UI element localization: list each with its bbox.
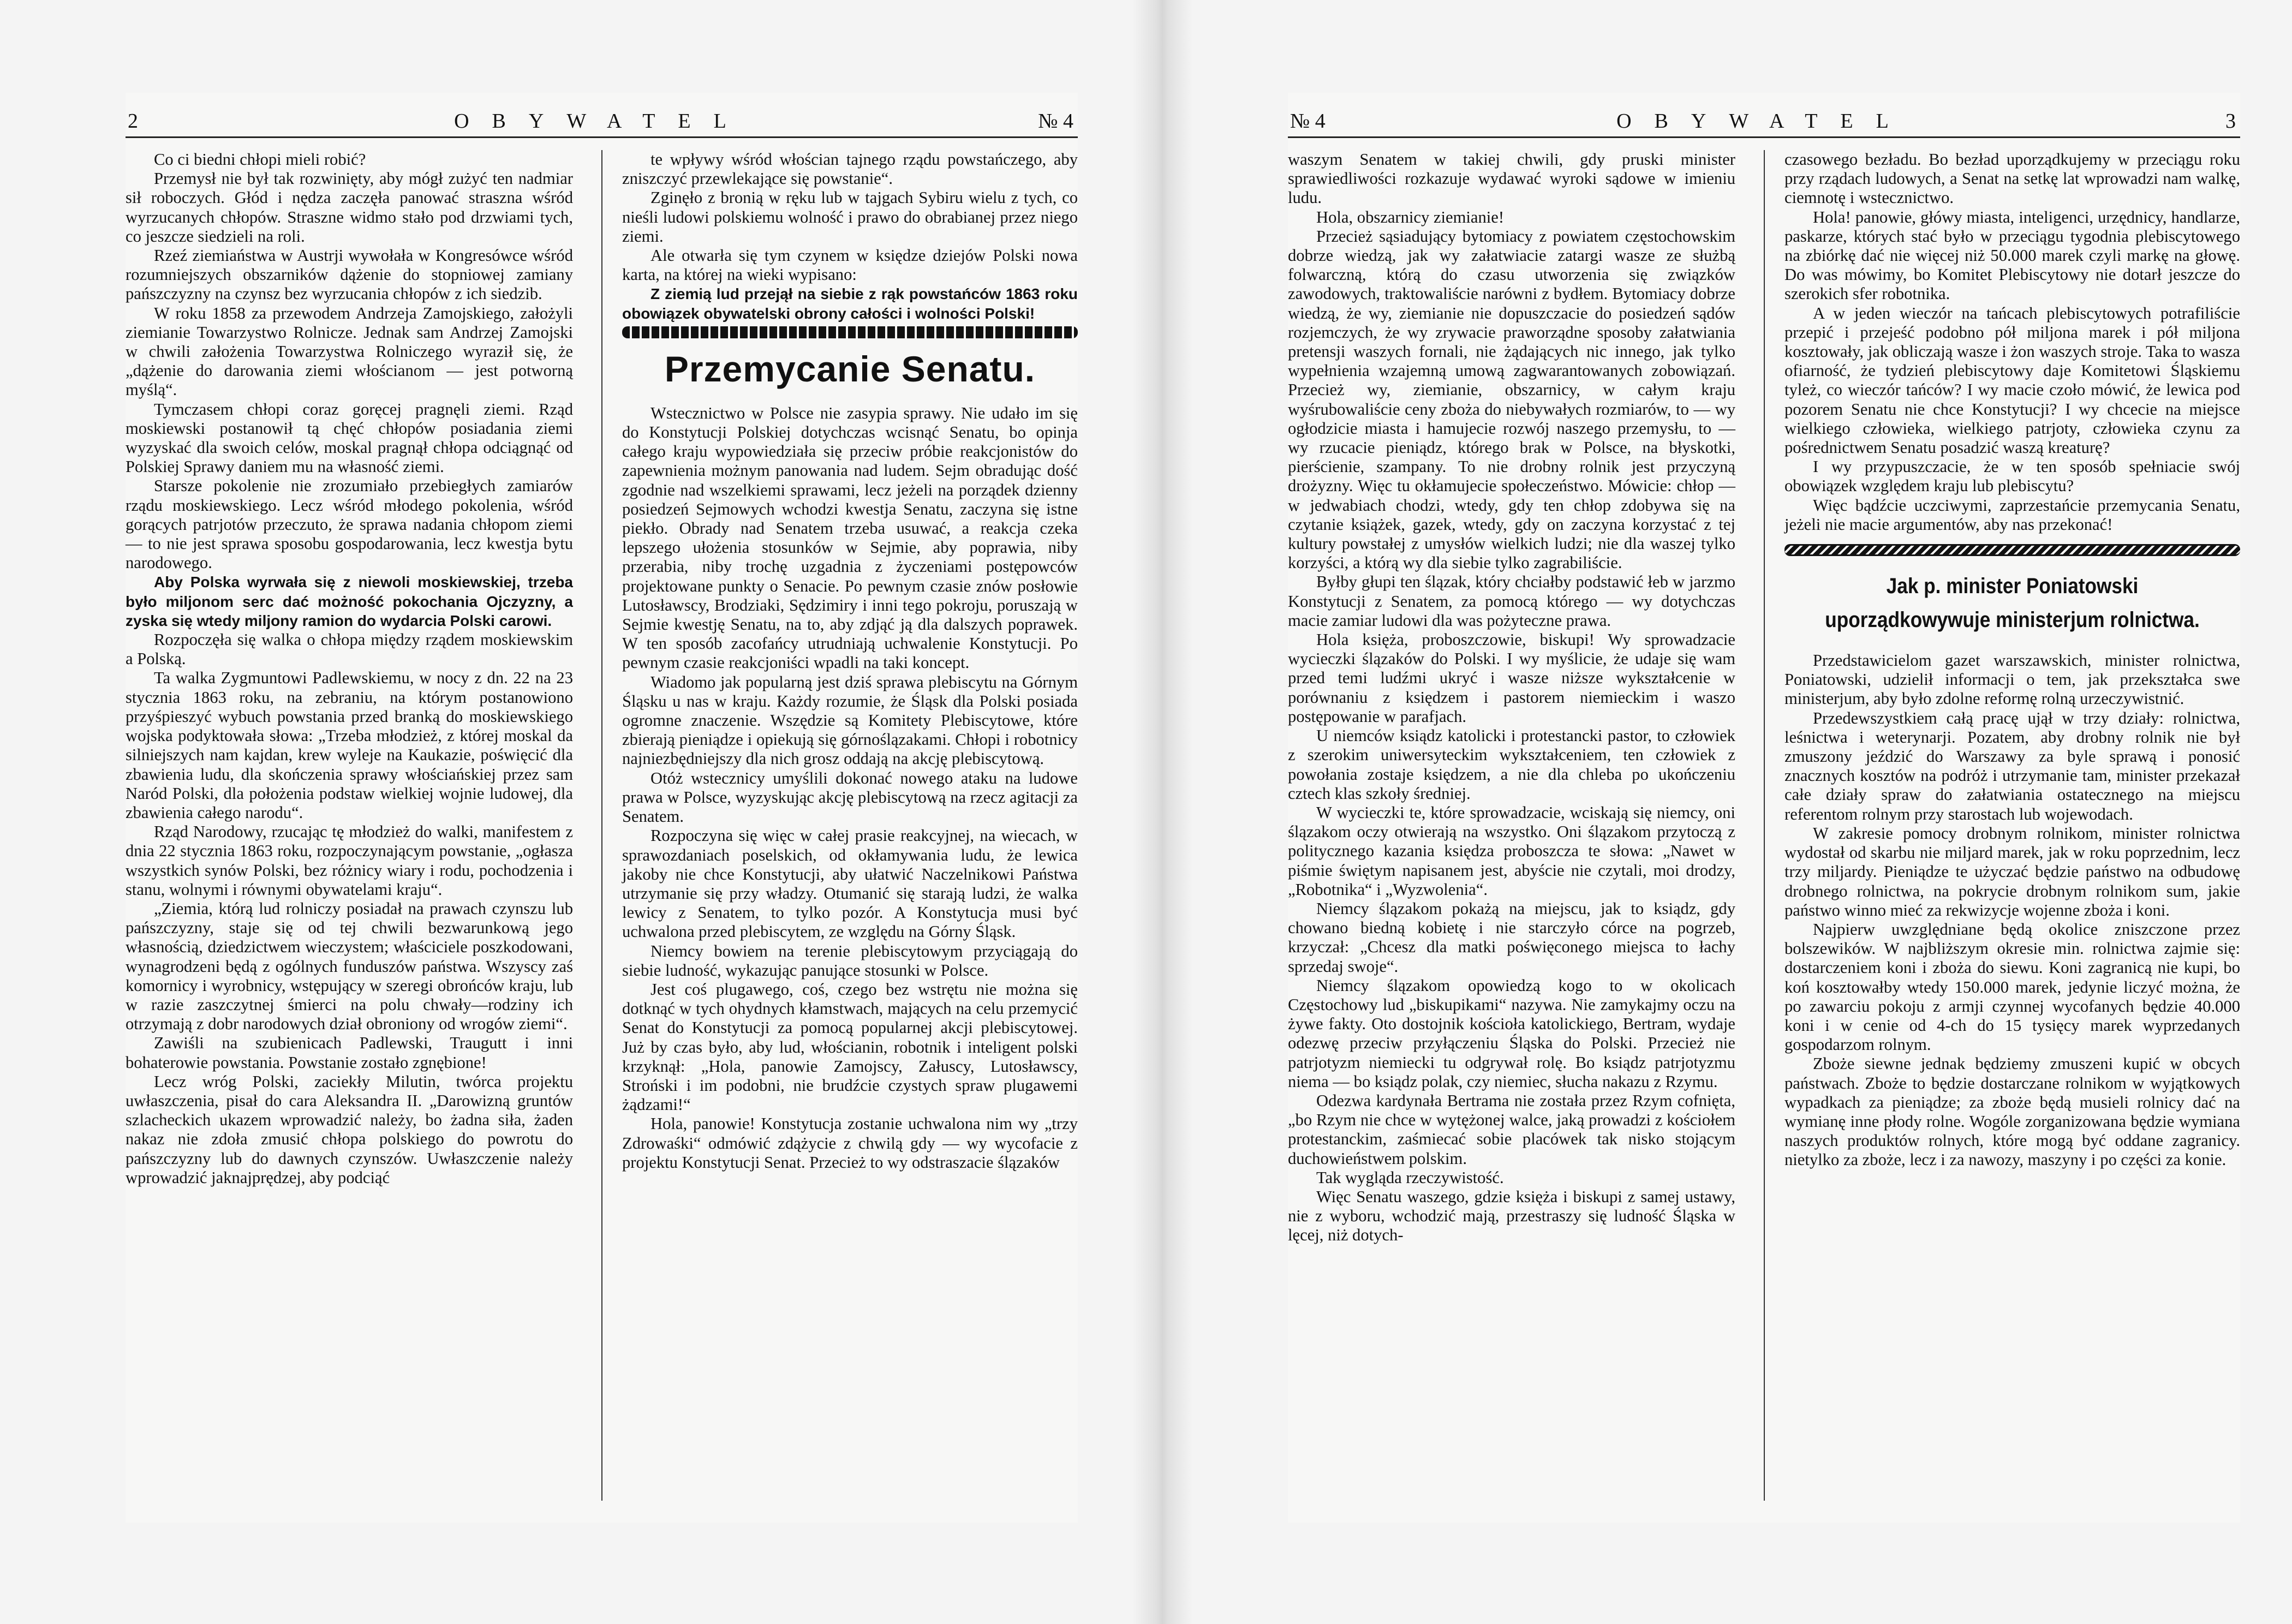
paragraph: U niemców ksiądz katolicki i protestancki pastor, to człowiek z szerokim uniwersyteckim wykształceniem, ten człowiek z powołania zostaje księdzem, a nie dla chleba po ukończeniu cztech klas szkoły średniej. <box>1288 726 1735 803</box>
right-page <box>1288 93 2240 1522</box>
col2-intro <box>1784 150 2240 534</box>
paragraph: Hola księża, proboszczowie, biskupi! Wy sprowadzacie wycieczki ślązaków do Polski. I wy myślicie, że udaje się wam przed temi ludźmi ukryć i wasze niższe wykształcenie w porównaniu z księdzem i pastorem niemieckim i waszo postępowanie w parafjach. <box>1288 630 1735 726</box>
paragraph: „Ziemia, którą lud rolniczy posiadał na prawach czynszu lub pańszczyzny, staje się od tej chwili bezwarunkową jego własnością, dziedzictwem wieczystem; właściciele poszkodowani, wynagrodzeni będą z ogólnych funduszów państwa. Wszyscy zaś komornicy i wyrobnicy, wstępujący w szeregi obrońców kraju, lub w razie zaszczytnej śmierci na polu chwały—rodziny ich otrzymają z dobr narodowych dział obroniony od wrogów ziemi“. <box>126 899 573 1034</box>
paragraph: Przemysł nie był tak rozwinięty, aby mógł zużyć ten nadmiar sił roboczych. Głód i nędza zaczęła panować straszna wśród wyrzucanych chłopów. Straszne widmo stało pod drzwiami tych, co jeszcze siedzieli na roli. <box>126 169 573 246</box>
ornament-divider <box>1784 544 2240 556</box>
paragraph: Aby Polska wyrwała się z niewoli moskiewskiej, trzeba było miljonom serc dać możność pokochania Ojczyzny, a zyska się wtedy miljony ramion do wydarcia Polski carowi. <box>126 574 573 629</box>
paragraph: Tak wygląda rzeczywistość. <box>1316 1168 1504 1187</box>
paragraph: Tymczasem chłopi coraz goręcej pragnęli ziemi. Rząd moskiewski postanowił tą chęć chłopów posiadania ziemi wyzyskać dla swoich celów, moskal pragnął chłopa odciągnąć od Polskiej Sprawy daniem mu na własność ziemi. <box>126 399 573 476</box>
paragraph: Z ziemią lud przejął na siebie z rąk powstańców 1863 roku obowiązek obywatelski obrony całości i wolności Polski! <box>622 285 1078 322</box>
left-col-2 <box>622 150 1078 1172</box>
paragraph: Ale otwarła się tym czynem w księdze dziejów Polski nowa karta, na której na wieki wypisano: <box>622 246 1078 284</box>
paragraph: Ta walka Zygmuntowi Padlewskiemu, w nocy z dn. 22 na 23 stycznia 1863 roku, na zebraniu, na którym postanowiono przyśpieszyć wybuch powstania przed branką do moskiewskiego wojska podyktowała słowa: „Trzeba młodzież, z której moskal da silniejszych nam kajdan, krew wyleje na Kaukazie, poświęcić dla zbawienia ludu, dla skończenia sprawy włościańskiej przez sam Naród Polski, dla położenia podstaw wielkiej wojnie ludowej, dla zbawienia całego narodu“. <box>126 668 573 822</box>
masthead: OBYWATEL <box>1616 110 1912 133</box>
paragraph: Wiadomo jak popularną jest dziś sprawa plebiscytu na Górnym Śląsku u nas w kraju. Każdy rozumie, że Śląsk dla Polski posiada ogromne znaczenie. Wszędzie są Komitety Plebiscytowe, które zbierają pieniądze i opiekują się górnoślązakami. Chłopi i robotnicy najniezbędniejszy dla nich grosz oddają na akcję plebiscytową. <box>622 672 1078 768</box>
paragraph: Więc Senatu waszego, gdzie księża i biskupi z samej ustawy, nie z wyboru, wchodzić mają, przestraszy się ludność Śląska w lęcej, niż dotych- <box>1288 1187 1735 1245</box>
paragraph: Jest coś plugawego, coś, czego bez wstrętu nie można się dotknąć w tych ohydnych kłamstwach, mających na celu przemycić Senat do Konstytucji za pomocą popularnej akcji plebiscytowej. Już by czas było, aby lud, włościanin, robotnik i inteligent polski krzyknął: „Hola, panowie Zamojscy, Załuscy, Lutosławscy, Stroński i im podobni, nie brudźcie czystych spraw plugawemi żądzami!“ <box>622 980 1078 1114</box>
paragraph: Hola! panowie, główy miasta, inteligenci, urzędnicy, handlarze, paskarze, których stać było w przeciągu tygodnia plebiscytowego na zbiórkę dać nie więcej niż 50.000 marek czyli markę na głowę. Do was mówimy, bo Komitet Plebiscytowy nie dotarł jeszcze do szerokich sfer robotnika. <box>1784 207 2240 303</box>
paragraph: Niemcy bowiem na terenie plebiscytowym przyciągają do siebie ludność, wykazując panujące stosunki w Polsce. <box>622 941 1078 980</box>
issue-number: № 4 <box>1038 110 1073 133</box>
paragraph: Odezwa kardynała Bertrama nie została przez Rzym cofnięta, „bo Rzym nie chce w wytężonej walce, jaką prowadzi z kościołem protestanckim, zaśmiecać sobie placówek tak nisko stojącym duchowieństwem polskim. <box>1288 1091 1735 1168</box>
right-page-header <box>1288 109 2240 138</box>
paragraph: Przedstawicielom gazet warszawskich, minister rolnictwa, Poniatowski, udzielił informacji o tem, jak przekształca swe ministerjum, aby było zdolne reformę rolną urzeczywistnić. <box>1784 651 2240 708</box>
paragraph: Rzeź ziemiaństwa w Austrji wywołała w Kongresówce wśród rozumniejszych obszarników dążenie do stopniowej zamiany pańszczyzny na czynsz bez wyrzucania chłopów z ich siedzib. <box>126 246 573 303</box>
page-number: 3 <box>2225 110 2236 133</box>
column-rule <box>601 150 602 1501</box>
paragraph: Zboże siewne jednak będziemy zmuszeni kupić w obcych państwach. Zboże to będzie dostarczane rolnikom w wyjątkowych wypadkach za pieniądze; za zboże będą musieli rolnicy dać na wymianę inne płody rolne. Wogóle zorganizowana będzie wymiana naszych produktów rolnych, które mogą być oddane zagranicy. nietylko za zboże, lecz i za nawozy, maszyny i po części za konie. <box>1784 1054 2240 1169</box>
issue-number: № 4 <box>1290 110 1326 133</box>
col2-intro <box>622 150 1078 323</box>
paragraph: Więc bądźcie uczciwymi, zaprzestańcie przemycania Senatu, jeżeli nie macie argumentów, aby nas przekonać! <box>1784 495 2240 534</box>
paragraph: Lecz wróg Polski, zaciekły Milutin, twórca projektu uwłaszczenia, pisał do cara Aleksandra II. „Darowizną gruntów szlacheckich ukazem wprowadzić należy, bo żadna siła, żaden nakaz nie zdoła zmusić chłopa polskiego do powrotu do pańszczyzny lub do dawnych czynszów. Uwłaszczenie należy wprowadzić jaknajprędzej, aby podciąć <box>126 1072 573 1187</box>
page-spine <box>1132 0 1192 1624</box>
paragraph: Zawiśli na szubienicach Padlewski, Traugutt i inni bohaterowie powstania. Powstanie zostało zgnębione! <box>126 1034 573 1072</box>
article-title: Jak p. minister Poniatowski uporządkowywuje ministerjum rolnictwa. <box>1825 574 2200 632</box>
page-number: 2 <box>128 110 138 133</box>
paragraph: Hola, obszarnicy ziemianie! <box>1316 207 1505 226</box>
paragraph: W zakresie pomocy drobnym rolnikom, minister rolnictwa wydostał od skarbu nie miljard marek, jak w roku poprzednim, lecz trzy miljardy. Pieniądze te użyczać będzie państwo na odbudowę drobnego rolnictwa, na pokrycie drobnym rolnikom sum, jakie państwo winno mieć za rekwizycje wojenne zboża i koni. <box>1784 823 2240 920</box>
article-title: Przemycanie Senatu. <box>664 348 1036 389</box>
paragraph: Wstecznictwo w Polsce nie zasypia sprawy. Nie udało im się do Konstytucji Polskiej dotychczas wcisnąć Senatu, bo opinja całego kraju wypowiedziała się przeciw próbie reakcjonistów do zapewnienia możnym panowania nad ludem. Sejm obradując dość zgodnie nad wszelkiemi sprawami, lecz jeżeli na porządek dzienny posiedzeń Sejmowych wchodzi kwestja Senatu, zaczyna się istne piekło. Obrady nad Senatem trzeba usuwać, a reakcja czeka lepszego ułożenia stosunków w Sejmie, aby poprawia, niby przerabia, niby trochę uzgadnia z życzeniami postępowców projektowane punkty o Senacie. Po pewnym czasie znów posłowie Lutosławscy, Brodziaki, Sędzimiry i inni tego pokroju, poruszają w Sejmie kwestję Senatu, na to, aby zdjąć ją dla dalszych poprawek. W ten sposób zacofańcy utrudniają uchwalenie Konstytucji. Po pewnym czasie reakcjoniści wpadli na taki koncept. <box>622 403 1078 672</box>
paragraph: Otóż wstecznicy umyślili dokonać nowego ataku na ludowe prawa w Polsce, wyzyskując akcję plebiscytową na rzecz agitacji za Senatem. <box>622 768 1078 826</box>
left-col-1 <box>126 150 573 1187</box>
column-rule <box>1764 150 1765 1501</box>
paragraph: Hola, panowie! Konstytucja zostanie uchwalona nim wy „trzy Zdrowaśki“ odmówić zdążycie z chwilą gdy — wy wycofacie z projektu Konstytucji Senat. Przecież to wy odstraszacie ślązaków <box>622 1114 1078 1172</box>
paragraph: W roku 1858 za przewodem Andrzeja Zamojskiego, założyli ziemianie Towarzystwo Rolnicze. Jednak sam Andrzej Zamojski w chwili założenia Towarzystwa Rolniczego wyraził się, że „dążenie do darowania ziemi włościanom — jest potworną myślą“. <box>126 303 573 399</box>
ornament-divider <box>622 326 1078 338</box>
paragraph: Starsze pokolenie nie zrozumiało przebiegłych zamiarów rządu moskiewskiego. Lecz wśród młodego pokolenia, wśród gorących patrjotów przeczuto, że sprawa nadania chłopom ziemi — to nie jest sprawa sposobu gospodarowania, lecz kwestja bytu narodowego. <box>126 476 573 572</box>
paragraph: Niemcy ślązakom opowiedzą kogo to w okolicach Częstochowy lud „biskupikami“ nazywa. Nie zamykajmy oczu na żywe fakty. Oto dostojnik kościoła katolickiego, Bertram, wydaje odezwę przeciw przyłączeniu Śląska do Polski. Przecież nie patrjotyzm niemiecki tu odgrywał rolę. Bo ksiądz patrjotyzmu niema — bo ksiądz polak, czy niemiec, słucha nakazu z Rzymu. <box>1288 976 1735 1091</box>
paragraph: Rząd Narodowy, rzucając tę młodzież do walki, manifestem z dnia 22 stycznia 1863 roku, rozpoczynającym powstanie, „ogłasza wszystkich synów Polski, bez różnicy wiary i rodu, pochodzenia i stanu, wolnymi i równymi obywatelami kraju“. <box>126 822 573 899</box>
right-col-2 <box>1784 150 2240 1170</box>
masthead: OBYWATEL <box>454 110 749 133</box>
paragraph: czasowego bezładu. Bo bezład uporządkujemy w przeciągu roku przy rządach ludowych, a Senat na setkę lat wprowadzi nam walkę, ciemnotę i wstecznictwo. <box>1784 150 2240 207</box>
paragraph: te wpływy wśród włościan tajnego rządu powstańczego, aby zniszczyć przewlekające się powstanie“. <box>622 150 1078 188</box>
paragraph: Niemcy ślązakom pokażą na miejscu, jak to ksiądz, gdy chowano biedną kobietę i nie starczyło córce na pogrzeb, krzyczał: „Chcesz dla matki poświęconego miejsca to łachy sprzedaj swoje“. <box>1288 899 1735 976</box>
left-page-header <box>126 109 1078 138</box>
paragraph: Przecież sąsiadujący bytomiacy z powiatem częstochowskim dobrze wiedzą, jak wy załatwiacie zatargi wasze ze służbą folwarczną, którą do czasu utworzenia się związków zawodowych, traktowaliście narówni z bydłem. Bytomiacy dobrze wiedzą, że wy, ziemianie nie dopuszczacie do posiedzeń sądów rozjemczych, że wy zrywacie praworządne sposoby załatwiania pretensji waszych fornali, nie żądających nic innego, jak tylko wypełnienia wzajemną umową zagwarantowanych zobowiązań. Przecież wy, ziemianie, obszarnicy, w całym kraju wyśrubowaliście ceny zboża do niebywałych rozmiarów, to — wy ogłodzicie miasta i hamujecie rozwój naszego przemysłu, to — wy rzucacie pieniądz, którego brak w Polsce, na błyskotki, pierścienie, szampany. To nie drobny rolnik jest przyczyną drożyzny. Więc tu okłamujecie społeczeństwo. Mówicie: chłop — w jedwabiach chodzi, wtedy, gdy ten chłop zdobywa się na czytanie książek, gazek, wtedy, gdy on zaczyna korzystać z tej kultury powstałej z umysłów wielkich ludzi; nie dla waszej tylko korzyści, a którą wy dla siebie tylko zagrabiliście. <box>1288 226 1735 572</box>
paragraph: A w jeden wieczór na tańcach plebiscytowych potrafiliście przepić i przejeść podobno pół miljona marek i pół miljona kosztowały, jak obliczają wasze i żon waszych stroje. Taka to wasza ofiarność, że tydzień plebiscytowy daje Komitetowi Śląskiemu tyleż, co wieczór tańców? I wy macie czoło mówić, że lewica pod pozorem Senatu nie chce Konstytucji? I wy chcecie na miejsce wielkiego człowieka, wielkiego patrjoty, człowieka czynu za pośrednictwem Senatu posadzić waszą kreaturę? <box>1784 303 2240 457</box>
paragraph: I wy przypuszczacie, że w ten sposób spełniacie swój obowiązek względem kraju lub plebiscytu? <box>1784 457 2240 495</box>
right-col-1 <box>1288 150 1735 1245</box>
paragraph: Rozpoczęła się walka o chłopa między rządem moskiewskim a Polską. <box>126 630 573 668</box>
paragraph: Przedewszystkiem całą pracę ujął w trzy działy: rolnictwa, leśnictwa i weterynarji. Pozatem, aby drobny rolnik nie był zmuszony jeździć do Warszawy za byle sprawą i ponosić znacznych kosztów na podróż i utrzymanie tam, minister przekazał całe działy spraw do załatwiania ostatecznego na miejscu referentom rolnym przy starostach lub wojewodach. <box>1784 708 2240 823</box>
article-body <box>1784 651 2240 1169</box>
paragraph: Najpierw uwzględniane będą okolice zniszczone przez bolszewików. W najbliższym okresie min. rolnictwa zajmie się: dostarczeniem koni i zboża do siewu. Koni zagranicą nie kupi, bo koń kosztowałby wtedy 150.000 marek, jedynie liczyć można, że po zawarciu pokoju z armji czynnej wycofanych będzie 40.000 koni i w cenie od 4-ch do 15 tysięcy marek wyprzedanych gospodarzom rolnym. <box>1784 920 2240 1054</box>
paragraph: Co ci biedni chłopi mieli robić? <box>154 150 366 169</box>
paragraph: Byłby głupi ten ślązak, który chciałby podstawić łeb w jarzmo Konstytucji z Senatem, za pomocą którego — wy dotychczas macie zamiar ludowi dla was pożyteczne prawa. <box>1288 572 1735 630</box>
paragraph: waszym Senatem w takiej chwili, gdy pruski minister sprawiedliwości rozkazuje wydawać wyroki sądowe w imieniu ludu. <box>1288 150 1735 207</box>
left-page <box>126 93 1078 1522</box>
paragraph: W wycieczki te, które sprowadzacie, wciskają się niemcy, oni ślązakom oczy otwierają na wszystko. Oni ślązakom przytoczą z politycznego kazania księdza proboszcza te słowa: „Nawet w piśmie świętym napisanem jest, abyście nie czytali, moi drodzy, „Robotnika“ i „Wyzwolenia“. <box>1288 803 1735 899</box>
paragraph: Zginęło z bronią w ręku lub w tajgach Sybiru wielu z tych, co nieśli ludowi polskiemu wolność i prawo do obrabianej przez niego ziemi. <box>622 188 1078 246</box>
paragraph: Rozpoczyna się więc w całej prasie reakcyjnej, na wiecach, w sprawozdaniach poselskich, od okłamywania ludu, że lewica jakoby nie chce Konstytucji, aby ułatwić Naczelnikowi Państwa utrzymanie się przy władzy. Otumanić się starają ludzi, że walka lewicy z Senatem, to tylko pozór. A Konstytucja musi być uchwalona przed plebiscytem, ze względu na Górny Śląsk. <box>622 826 1078 941</box>
article-body <box>622 404 1078 1172</box>
